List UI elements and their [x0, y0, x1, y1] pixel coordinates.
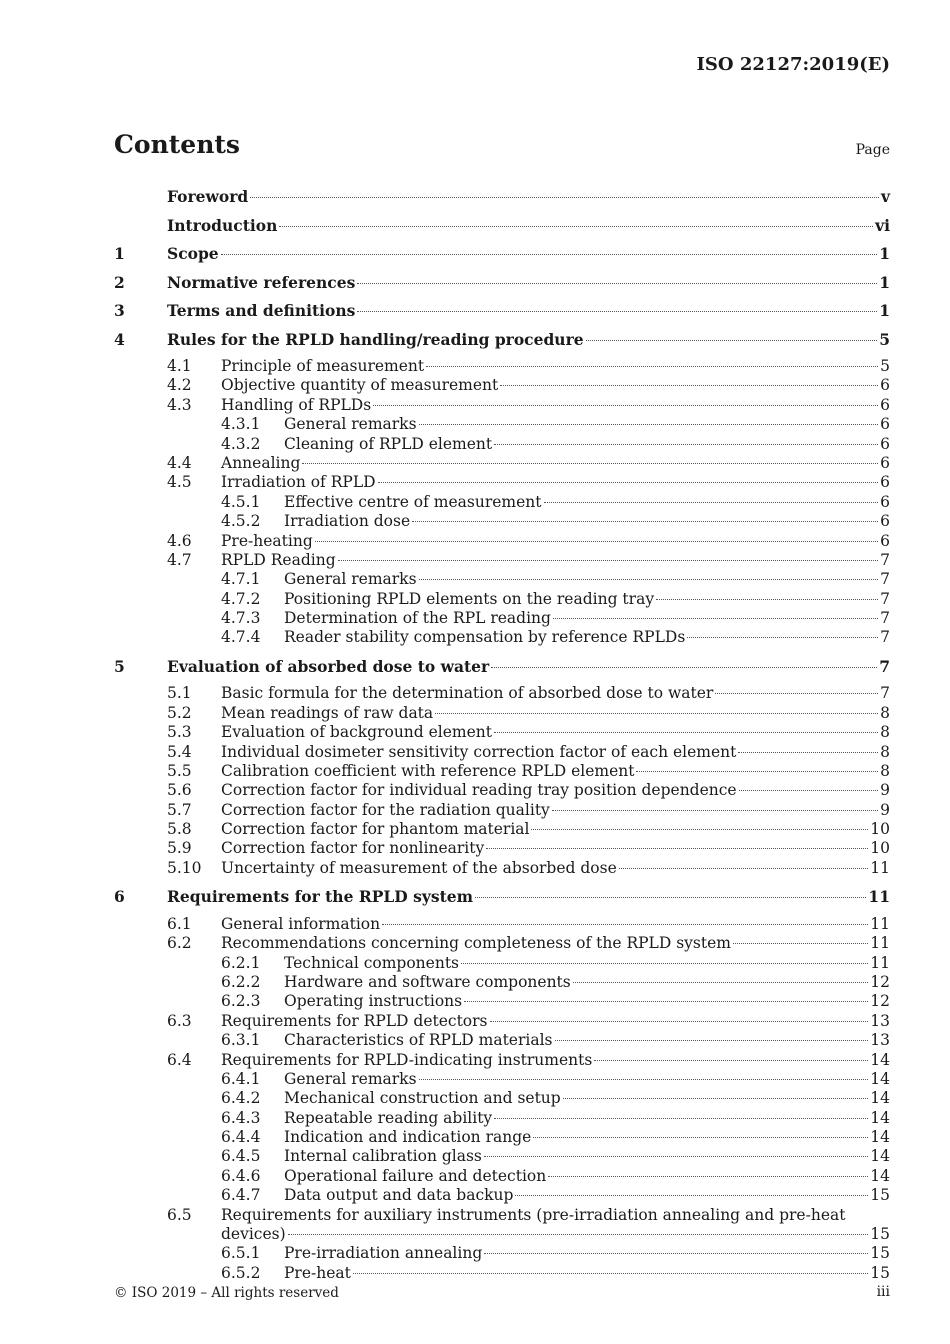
toc-entry-number: 4.6	[167, 531, 192, 550]
toc-entry-number: 6.3	[167, 1011, 192, 1030]
copyright-notice: © ISO 2019 – All rights reserved	[114, 1285, 339, 1301]
toc-entry-number: 6	[114, 887, 125, 907]
dot-leader	[544, 502, 879, 503]
toc-entry-label: Recommendations concerning completeness of the RPLD system	[221, 934, 731, 953]
dot-leader	[619, 868, 869, 869]
toc-entry-label: Cleaning of RPLD element	[284, 434, 493, 453]
toc-entry-page: 7	[880, 570, 890, 589]
toc-entry-number: 2	[114, 272, 125, 292]
dot-leader	[419, 1079, 869, 1080]
toc-entry-number: 4.7	[167, 550, 192, 569]
toc-entry-number: 3	[114, 301, 125, 320]
dot-leader	[553, 618, 878, 619]
toc-entry-label: Pre-heating	[221, 531, 313, 550]
toc-entry-page: 8	[880, 703, 890, 722]
toc-entry-number: 4.3	[167, 395, 192, 414]
toc-entry[interactable]	[114, 1070, 890, 1089]
toc-entry[interactable]	[114, 186, 890, 215]
toc-entry-number: 5.1	[167, 684, 192, 703]
toc-entry[interactable]	[114, 934, 890, 953]
dot-leader	[733, 943, 868, 944]
dot-leader	[288, 1234, 869, 1235]
toc-entry[interactable]	[114, 473, 890, 492]
toc-entry-page: 11	[870, 953, 890, 972]
toc-entry-number: 5.7	[167, 800, 192, 819]
toc-entry-number: 4.5.1	[221, 492, 261, 511]
toc-entry-page: 10	[870, 820, 890, 839]
dot-leader	[486, 848, 868, 849]
toc-entry-label: Rules for the RPLD handling/reading procedure	[167, 329, 584, 349]
toc-entry-page: 13	[870, 1031, 890, 1050]
toc-entry[interactable]	[114, 1051, 890, 1070]
toc-entry[interactable]	[114, 1244, 890, 1263]
toc-entry-label: Repeatable reading ability	[284, 1108, 493, 1127]
dot-leader	[715, 693, 878, 694]
toc-entry[interactable]	[114, 272, 890, 301]
toc-entry-number: 5.9	[167, 839, 192, 858]
dot-leader	[338, 560, 879, 561]
page-title: Contents	[114, 130, 241, 159]
toc-entry-page: 6	[880, 512, 890, 531]
dot-leader	[435, 713, 878, 714]
toc-entry-number: 4.7.4	[221, 628, 261, 647]
toc-entry-page: 14	[870, 1089, 890, 1108]
toc-entry-label: Indication and indication range	[284, 1128, 532, 1147]
dot-leader	[586, 340, 878, 341]
dot-leader	[250, 197, 879, 198]
toc-entry[interactable]	[114, 396, 890, 415]
toc-entry-page: 5	[880, 357, 890, 375]
toc-entry-number: 6.5.2	[221, 1263, 261, 1282]
dot-leader	[484, 1253, 868, 1254]
toc-entry-number: 6.4.7	[221, 1186, 261, 1205]
dot-leader	[484, 1156, 868, 1157]
toc-entry-label-continued: devices)	[221, 1225, 286, 1244]
toc-entry-page: 7	[880, 609, 890, 628]
toc-entry-page: 11	[870, 914, 890, 933]
toc-entry-number: 5.3	[167, 723, 192, 742]
dot-leader	[494, 444, 878, 445]
toc-entry-number: 6.4.2	[221, 1089, 261, 1108]
toc-entry-label: Correction factor for individual reading tray position dependence	[221, 781, 737, 800]
toc-entry-page: 14	[870, 1069, 890, 1088]
toc-entry-label: Uncertainty of measurement of the absorbed dose	[221, 858, 617, 877]
toc-entry-label: Determination of the RPL reading	[284, 609, 551, 628]
toc-entry-label: Reader stability compensation by reference RPLDs	[284, 628, 686, 647]
toc-entry-number: 4.7.2	[221, 589, 261, 608]
dot-leader	[357, 283, 877, 284]
toc-entry-page: 9	[880, 781, 890, 800]
toc-entry[interactable]	[114, 723, 890, 742]
toc-entry-number: 6.2	[167, 934, 192, 953]
dot-leader	[636, 771, 878, 772]
toc-entry[interactable]	[114, 839, 890, 858]
toc-entry-page: 14	[870, 1166, 890, 1185]
dot-leader	[494, 732, 878, 733]
toc-entry[interactable]	[114, 1206, 890, 1225]
toc-entry-label: Basic formula for the determination of absorbed dose to water	[221, 684, 714, 703]
toc-entry-page: 8	[880, 742, 890, 761]
toc-entry-label: Operational failure and detection	[284, 1166, 547, 1185]
toc-entry-page: 14	[870, 1108, 890, 1127]
toc-entry-label: Effective centre of measurement	[284, 492, 542, 511]
toc-entry-number: 6.2.3	[221, 992, 261, 1011]
toc-entry-number: 6.3.1	[221, 1031, 261, 1050]
dot-leader	[419, 579, 879, 580]
toc-entry[interactable]	[114, 781, 890, 800]
toc-entry[interactable]	[114, 859, 890, 878]
toc-entry[interactable]	[114, 435, 890, 454]
toc-entry-page: 12	[870, 972, 890, 991]
toc-entry[interactable]	[114, 590, 890, 609]
toc-entry-label: RPLD Reading	[221, 550, 336, 569]
toc-entry[interactable]	[114, 1031, 890, 1050]
toc-entry[interactable]	[114, 493, 890, 512]
dot-leader	[475, 897, 866, 898]
toc-entry-page: 14	[870, 1147, 890, 1166]
page-number: iii	[876, 1284, 890, 1300]
dot-leader	[315, 541, 878, 542]
toc-entry[interactable]	[114, 1264, 890, 1283]
toc-entry-page: 9	[880, 800, 890, 819]
toc-entry-number: 5	[114, 656, 125, 676]
toc-entry-page: 6	[880, 415, 890, 434]
toc-entry[interactable]	[114, 243, 890, 272]
dot-leader	[353, 1273, 868, 1274]
toc-entry-page: 15	[870, 1244, 890, 1263]
toc-entry-label: Data output and data backup	[284, 1186, 514, 1205]
toc-entry[interactable]	[114, 1012, 890, 1031]
toc-entry-page: 6	[880, 473, 890, 492]
toc-entry-page: 10	[870, 839, 890, 858]
toc-entry-label: Hardware and software components	[284, 972, 571, 991]
toc-entry-page: 13	[870, 1011, 890, 1030]
toc-entry-label: Individual dosimeter sensitivity correction factor of each element	[221, 742, 737, 761]
dot-leader	[494, 1118, 868, 1119]
toc-entry[interactable]	[114, 609, 890, 628]
toc-entry[interactable]	[114, 329, 890, 358]
toc-entry-number: 4.3.1	[221, 415, 261, 434]
toc-entry-number: 4.1	[167, 357, 192, 375]
toc-entry-label: Requirements for RPLD detectors	[221, 1011, 488, 1030]
toc-entry[interactable]	[114, 454, 890, 473]
toc-entry-label: Irradiation of RPLD	[221, 473, 376, 492]
toc-entry[interactable]	[114, 915, 890, 934]
toc-entry-page: 15	[870, 1186, 890, 1205]
toc-entry-label: Characteristics of RPLD materials	[284, 1031, 553, 1050]
section-gap	[114, 648, 890, 656]
toc-entry-page: 6	[880, 453, 890, 472]
dot-leader	[357, 311, 877, 312]
dot-leader	[378, 482, 879, 483]
dot-leader	[490, 1021, 869, 1022]
toc-entry-number: 6.4.6	[221, 1166, 261, 1185]
toc-entry-page: 14	[870, 1050, 890, 1069]
toc-entry-page: 6	[880, 434, 890, 453]
toc-entry-page: 11	[870, 858, 890, 877]
toc-entry-label: Mechanical construction and setup	[284, 1089, 561, 1108]
toc-entry-page: 7	[880, 550, 890, 569]
toc-entry-label: Internal calibration glass	[284, 1147, 482, 1166]
dot-leader	[515, 1195, 868, 1196]
toc-entry-continuation[interactable]	[114, 1225, 890, 1244]
toc-entry-label: Objective quantity of measurement	[221, 376, 499, 395]
toc-entry-label: Handling of RPLDs	[221, 395, 372, 414]
dot-leader	[656, 599, 878, 600]
toc-entry-label: Principle of measurement	[221, 357, 425, 375]
page-column-label: Page	[855, 142, 890, 158]
toc-entry-number: 6.2.1	[221, 953, 261, 972]
toc-entry[interactable]	[114, 1109, 890, 1128]
dot-leader	[382, 924, 868, 925]
dot-leader	[373, 405, 878, 406]
dot-leader	[464, 1001, 868, 1002]
toc-entry-page: 14	[870, 1128, 890, 1147]
toc-entry-number: 5.10	[167, 858, 202, 877]
toc-entry-number: 5.4	[167, 742, 192, 761]
toc-entry[interactable]	[114, 628, 890, 647]
toc-entry-label: Calibration coefficient with reference RPLD element	[221, 761, 635, 780]
dot-leader	[548, 1176, 868, 1177]
dot-leader	[461, 963, 868, 964]
dot-leader	[687, 637, 878, 638]
dot-leader	[412, 521, 878, 522]
toc-entry-page: 7	[880, 628, 890, 647]
dot-leader	[533, 1137, 868, 1138]
toc-entry[interactable]	[114, 1147, 890, 1166]
dot-leader	[573, 982, 869, 983]
toc-entry-number: 4.5.2	[221, 512, 261, 531]
toc-entry-number: 1	[114, 244, 125, 263]
toc-entry-number: 4.7.1	[221, 570, 261, 589]
toc-entry-page: 7	[880, 589, 890, 608]
dot-leader	[221, 254, 878, 255]
dot-leader	[594, 1060, 868, 1061]
toc-entry-label: General information	[221, 914, 381, 933]
toc-entry[interactable]	[114, 512, 890, 531]
toc-entry-number: 6.4	[167, 1050, 192, 1069]
toc-entry-label: Irradiation dose	[284, 512, 411, 531]
toc-entry[interactable]	[114, 1089, 890, 1108]
toc-entry[interactable]	[114, 415, 890, 434]
dot-leader	[302, 463, 878, 464]
toc-entry-label: Positioning RPLD elements on the reading tray	[284, 589, 655, 608]
toc-entry[interactable]	[114, 215, 890, 244]
toc-entry-page: 1	[879, 244, 890, 263]
toc-entry-number: 6.4.3	[221, 1108, 261, 1127]
toc-entry[interactable]	[114, 656, 890, 685]
toc-entry-label: Mean readings of raw data	[221, 703, 434, 722]
toc-entry[interactable]	[114, 954, 890, 973]
toc-entry-label: Pre-heat	[284, 1263, 351, 1282]
toc-entry-label: Pre-irradiation annealing	[284, 1244, 483, 1263]
toc-entry[interactable]	[114, 570, 890, 589]
section-gap	[114, 878, 890, 886]
toc-entry-label: Requirements for the RPLD system	[167, 887, 473, 907]
toc-entry-number: 4.4	[167, 453, 192, 472]
dot-leader	[500, 385, 878, 386]
toc-entry-number: 4.7.3	[221, 609, 261, 628]
dot-leader	[426, 366, 878, 367]
toc-entry-page: 7	[880, 684, 890, 703]
toc-entry-page: 6	[880, 395, 890, 414]
dot-leader	[279, 226, 873, 227]
toc-entry-number: 5.8	[167, 820, 192, 839]
toc-entry-page: 8	[880, 723, 890, 742]
toc-entry[interactable]	[114, 886, 890, 915]
toc-entry-page: 15	[870, 1225, 890, 1244]
toc-entry-number: 5.6	[167, 781, 192, 800]
dot-leader	[552, 810, 878, 811]
toc-entry[interactable]	[114, 801, 890, 820]
toc-entry-number: 5.5	[167, 761, 192, 780]
toc-entry-label: Scope	[167, 244, 219, 263]
toc-entry-number: 6.4.1	[221, 1069, 261, 1088]
toc-entry[interactable]	[114, 532, 890, 551]
document-id: ISO 22127:2019(E)	[696, 54, 890, 75]
toc-entry[interactable]	[114, 973, 890, 992]
toc-entry[interactable]	[114, 300, 890, 329]
dot-leader	[531, 829, 868, 830]
dot-leader	[563, 1098, 869, 1099]
toc-entry-label: Requirements for auxiliary instruments (pre-irradiation annealing and pre-heat	[221, 1205, 846, 1224]
toc-entry[interactable]	[114, 551, 890, 570]
toc-entry-label: Correction factor for the radiation quality	[221, 800, 550, 819]
toc-entry[interactable]	[114, 1186, 890, 1205]
toc-entry-page: 1	[879, 301, 890, 320]
toc-entry-page: 6	[880, 492, 890, 511]
toc-entry[interactable]	[114, 376, 890, 395]
toc-entry-label: Evaluation of background element	[221, 723, 493, 742]
toc-entry-page: 5	[879, 329, 890, 349]
toc-entry-page: 15	[870, 1263, 890, 1282]
toc-entry-page: 1	[879, 272, 890, 292]
toc-entry-label: General remarks	[284, 1069, 417, 1088]
dot-leader	[555, 1040, 869, 1041]
toc-entry[interactable]	[114, 357, 890, 376]
toc-entry-label: Correction factor for nonlinearity	[221, 839, 485, 858]
toc-entry[interactable]	[114, 684, 890, 703]
toc-entry[interactable]	[114, 1128, 890, 1147]
toc-entry-number: 6.5.1	[221, 1244, 261, 1263]
toc-entry-page: 7	[879, 656, 890, 676]
toc-entry-number: 6.4.4	[221, 1128, 261, 1147]
toc-entry-number: 4	[114, 329, 125, 349]
toc-entry-number: 6.4.5	[221, 1147, 261, 1166]
toc-entry[interactable]	[114, 992, 890, 1011]
toc-entry-number: 5.2	[167, 703, 192, 722]
toc-entry-label: Introduction	[167, 215, 278, 235]
dot-leader	[419, 424, 879, 425]
table-of-contents	[114, 186, 890, 1283]
toc-entry[interactable]	[114, 743, 890, 762]
toc-entry-label: Technical components	[284, 953, 460, 972]
toc-entry-label: Evaluation of absorbed dose to water	[167, 656, 490, 676]
toc-entry-label: Correction factor for phantom material	[221, 820, 530, 839]
dot-leader	[738, 752, 878, 753]
toc-entry-page: 8	[880, 761, 890, 780]
toc-entry-number: 6.5	[167, 1205, 192, 1224]
toc-entry-label: Operating instructions	[284, 992, 463, 1011]
toc-entry-number: 6.2.2	[221, 972, 261, 991]
toc-entry-label: General remarks	[284, 415, 417, 434]
toc-entry-page: 12	[870, 992, 890, 1011]
toc-entry-number: 4.3.2	[221, 434, 261, 453]
toc-entry-number: 6.1	[167, 914, 192, 933]
toc-entry-label: Annealing	[221, 453, 301, 472]
dot-leader	[739, 790, 879, 791]
toc-entry-number: 4.5	[167, 473, 192, 492]
toc-entry-label: Foreword	[167, 187, 249, 206]
toc-entry-page: vi	[875, 215, 890, 235]
toc-entry[interactable]	[114, 762, 890, 781]
toc-entry[interactable]	[114, 820, 890, 839]
toc-entry[interactable]	[114, 704, 890, 723]
toc-entry-label: Requirements for RPLD-indicating instruments	[221, 1050, 593, 1069]
toc-entry-label: Terms and definitions	[167, 301, 356, 320]
toc-entry-page: 6	[880, 531, 890, 550]
toc-entry-page: 11	[870, 934, 890, 953]
toc-entry-page: v	[880, 187, 890, 206]
toc-entry-page: 6	[880, 376, 890, 395]
dot-leader	[491, 667, 877, 668]
toc-entry-label: Normative references	[167, 272, 356, 292]
toc-entry-page: 11	[868, 887, 890, 907]
toc-entry[interactable]	[114, 1167, 890, 1186]
toc-entry-number: 4.2	[167, 376, 192, 395]
toc-entry-label: General remarks	[284, 570, 417, 589]
